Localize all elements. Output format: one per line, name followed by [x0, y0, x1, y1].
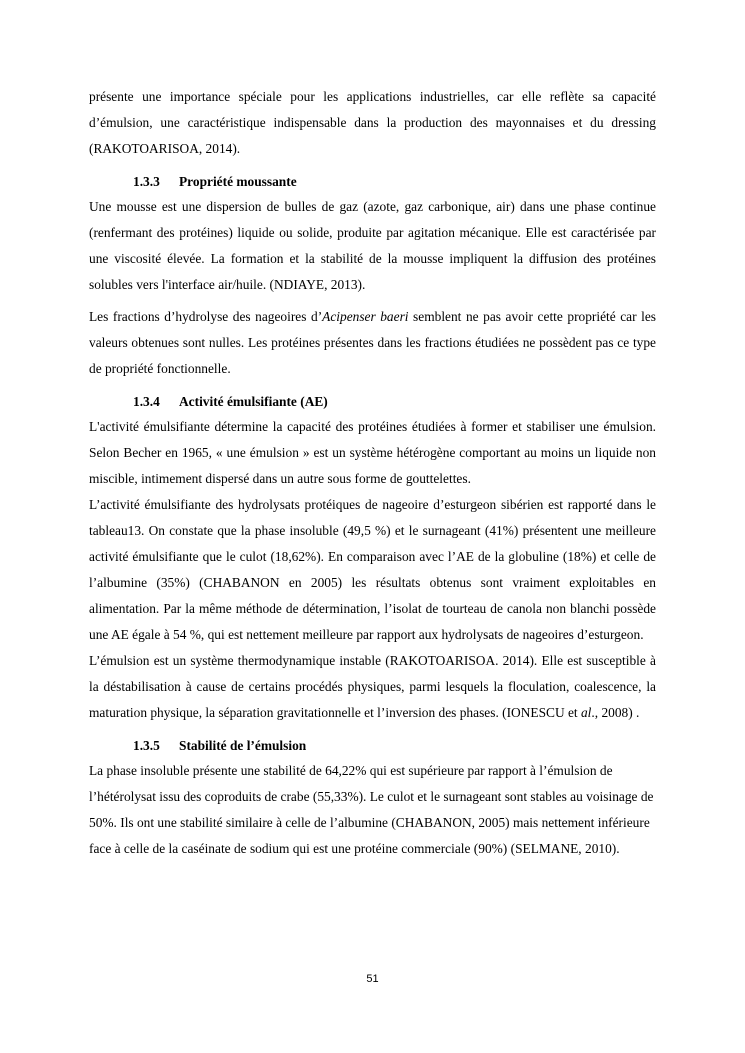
text-run: ., 2008) .	[591, 705, 640, 720]
emulsifying-results-paragraph: L’activité émulsifiante des hydrolysats protéiques de nageoire d’esturgeon sibérien est rapporté dans le tableau13. On constate que la phase insoluble (49,5 %) et le surnageant (41%) présentent une meilleure activité émulsifiante que le culot (18,62%). En comparaison avec l’AE de la globuline (18%) et celle de l’albumine (35%) (CHABANON en 2005) les résultats obtenus sont vraiment exploitables en alimentation. Par la même méthode de détermination, l’isolat de tourteau de canola non blanchi possède une AE égale à 54 %, qui est nettement meilleure par rapport aux hydrolysats de nageoires d’esturgeon.	[89, 497, 656, 642]
intro-paragraph: présente une importance spéciale pour les applications industrielles, car elle reflète sa capacité d’émulsion, une caractéristique indispensable dans la production des mayonnaises et du dressing (RAKOTOARISOA, 2014).	[89, 89, 656, 156]
section-number: 1.3.4	[133, 394, 160, 409]
section-heading-1-3-3	[89, 170, 656, 194]
section-title: Stabilité de l’émulsion	[179, 738, 307, 753]
section-title: Activité émulsifiante (AE)	[179, 394, 328, 409]
page-content	[89, 84, 656, 862]
section-heading-1-3-5	[89, 734, 656, 758]
text-run: semblent ne pas avoir cette propriété car les valeurs obtenues sont nulles. Les protéines présentes dans les fractions étudiées ne possèdent pas ce type de propriété fonctionnelle.	[89, 309, 657, 376]
text-run: L’émulsion est un système thermodynamique instable (RAKOTOARISOA. 2014). Elle est susceptible à la déstabilisation à cause de certains procédés physiques, parmi lesquels la floculation, coalescence, la maturation physique, la séparation gravitationnelle et l’inversion des phases. (IONESCU et	[89, 653, 656, 720]
et-al: al	[580, 705, 592, 720]
section-number: 1.3.5	[133, 738, 160, 753]
text-run: Les fractions d’hydrolyse des nageoires d’	[89, 309, 323, 324]
foam-results-paragraph	[89, 304, 656, 382]
page-number: 51	[366, 973, 379, 985]
emulsion-instability-paragraph	[89, 648, 656, 726]
emulsifying-definition-paragraph: L'activité émulsifiante détermine la capacité des protéines étudiées à former et stabiliser une émulsion. Selon Becher en 1965, « une émulsion » est un système hétérogène comportant au moins un liquide non miscible, intimement dispersé dans un autre sous forme de gouttelettes.	[89, 419, 656, 486]
species-name: Acipenser baeri	[322, 309, 409, 324]
section-number: 1.3.3	[133, 174, 160, 189]
emulsion-stability-paragraph: La phase insoluble présente une stabilité de 64,22% qui est supérieure par rapport à l’émulsion de l’hétérolysat issu des coproduits de crabe (55,33%). Le culot et le surnageant sont stables au voisinage de 50%. Ils ont une stabilité similaire à celle de l’albumine (CHABANON, 2005) mais nettement inférieure face à celle de la caséinate de sodium qui est une protéine commerciale (90%) (SELMANE, 2010).	[89, 763, 654, 856]
foam-definition-paragraph: Une mousse est une dispersion de bulles de gaz (azote, gaz carbonique, air) dans une phase continue (renfermant des protéines) liquide ou solide, produite par agitation mécanique. Elle est caractérisée par une viscosité élevée. La formation et la stabilité de la mousse impliquent la diffusion des protéines solubles vers l'interface air/huile. (NDIAYE, 2013).	[89, 199, 656, 292]
section-heading-1-3-4	[89, 390, 656, 414]
section-title: Propriété moussante	[179, 174, 297, 189]
